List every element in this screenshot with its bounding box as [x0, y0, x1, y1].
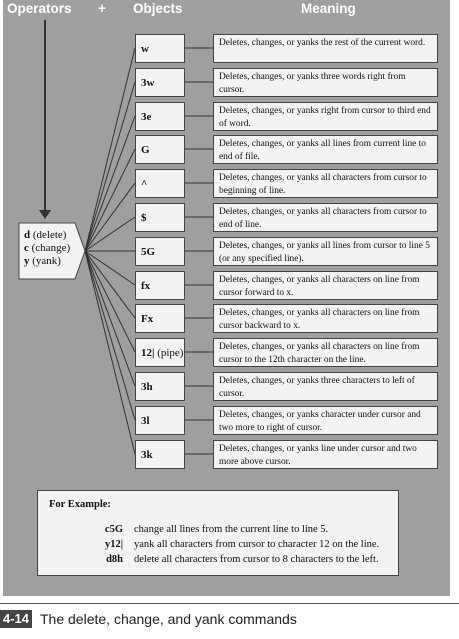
- operator-change: c (change): [24, 242, 71, 254]
- example-command: y12|: [104, 539, 123, 550]
- operator-object-connector: [85, 116, 135, 251]
- object-box: [135, 304, 185, 333]
- operator-yank: y (yank): [24, 255, 61, 267]
- operator-object-connector: [85, 251, 135, 318]
- figure-title: The delete, change, and yank commands: [40, 611, 297, 627]
- example-box: [37, 490, 399, 576]
- object-box: [135, 338, 185, 367]
- object-key: 3w: [141, 76, 155, 89]
- example-row: [38, 539, 398, 553]
- meaning-box: Deletes, changes, or yanks all lines from current line to end of file.: [213, 135, 438, 164]
- object-box: [135, 169, 185, 198]
- meaning-box: Deletes, changes, or yanks all characters from cursor to beginning of line.: [213, 169, 438, 198]
- object-box: [135, 271, 185, 300]
- object-key: $: [141, 211, 147, 224]
- object-key: Fx: [141, 312, 154, 325]
- meaning-box: Deletes, changes, or yanks three words right from cursor.: [213, 68, 438, 97]
- object-box: [135, 34, 185, 63]
- operator-object-connector: [85, 251, 135, 454]
- operator-object-connector: [85, 48, 135, 251]
- header-meaning: Meaning: [301, 1, 356, 16]
- caption-rule: [0, 603, 459, 604]
- meaning-box: Deletes, changes, or yanks line under cursor and two more above cursor.: [213, 440, 438, 469]
- object-key: 3l: [141, 414, 150, 427]
- operator-object-connector: [85, 251, 135, 420]
- object-box: [135, 102, 185, 131]
- meaning-box: Deletes, changes, or yanks all characters on line from cursor forward to x.: [213, 271, 438, 300]
- example-description: delete all characters from cursor to 8 characters to the left.: [134, 554, 379, 565]
- operator-object-connector: [85, 82, 135, 251]
- object-key: fx: [141, 279, 151, 292]
- example-row: [38, 554, 398, 568]
- meaning-box: Deletes, changes, or yanks three characters to left of cursor.: [213, 372, 438, 401]
- object-key: 12|: [141, 346, 155, 359]
- operator-object-connector: [85, 149, 135, 251]
- object-note: (pipe): [154, 346, 184, 359]
- meaning-box: Deletes, changes, or yanks right from cursor to third end of word.: [213, 102, 438, 131]
- object-box: [135, 203, 185, 232]
- example-command: d8h: [106, 554, 123, 565]
- header-operators: Operators: [7, 1, 72, 16]
- meaning-box: Deletes, changes, or yanks all lines from cursor to line 5 (or any specified line).: [213, 237, 438, 266]
- object-box: [135, 135, 185, 164]
- header-plus: +: [98, 1, 106, 16]
- object-key: G: [141, 143, 150, 156]
- object-box: [135, 406, 185, 435]
- meaning-box: Deletes, changes, or yanks all characters on line from cursor to the 12th character on the line.: [213, 338, 438, 367]
- operators-list: [24, 229, 70, 268]
- object-key: w: [141, 42, 149, 55]
- object-key: 3e: [141, 110, 152, 123]
- meaning-box: Deletes, changes, or yanks all characters from cursor to end of line.: [213, 203, 438, 232]
- operator-object-connector: [85, 251, 135, 386]
- header-objects: Objects: [133, 1, 183, 16]
- example-command: c5G: [104, 524, 123, 535]
- meaning-box: Deletes, changes, or yanks character under cursor and two more to right of cursor.: [213, 406, 438, 435]
- meaning-box: Deletes, changes, or yanks all characters on line from cursor backward to x.: [213, 304, 438, 333]
- example-title: For Example:: [49, 499, 111, 510]
- object-box: [135, 440, 185, 469]
- operators-box: [18, 222, 86, 280]
- object-key: 3k: [141, 448, 153, 461]
- object-key: 5G: [141, 245, 156, 258]
- object-box: [135, 237, 185, 266]
- figure-caption: [0, 610, 459, 630]
- object-box: [135, 68, 185, 97]
- object-box: [135, 372, 185, 401]
- meaning-box: Deletes, changes, or yanks the rest of the current word.: [213, 34, 438, 63]
- example-description: change all lines from the current line to line 5.: [134, 524, 329, 535]
- object-key: 3h: [141, 380, 153, 393]
- operator-delete: d (delete): [24, 229, 67, 241]
- operator-object-connector: [85, 183, 135, 251]
- object-key: ^: [141, 177, 148, 190]
- example-description: yank all characters from cursor to character 12 on the line.: [134, 539, 380, 550]
- figure-number: 4-14: [0, 610, 32, 628]
- example-row: [38, 524, 398, 538]
- arrow-head: [39, 210, 51, 219]
